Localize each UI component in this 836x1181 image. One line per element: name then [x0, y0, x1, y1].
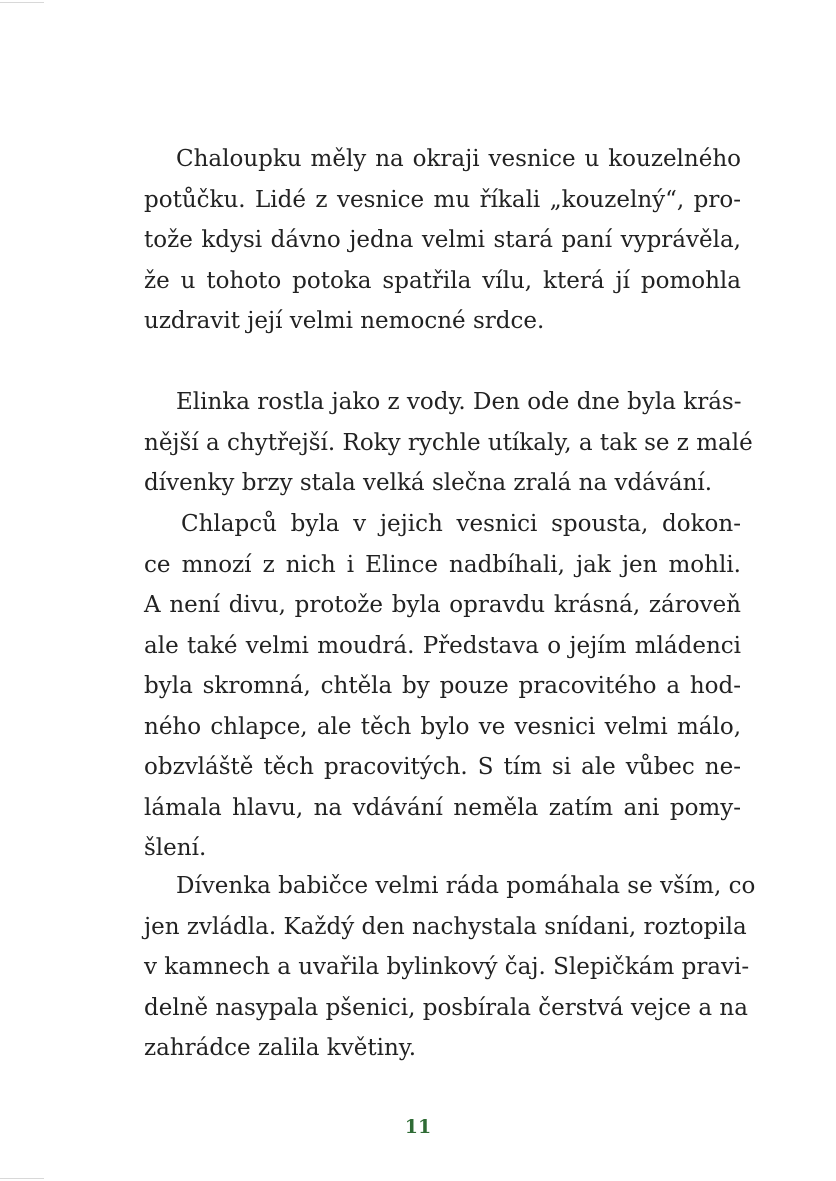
text-line: Chaloupku měly na okraji vesnice u kouzelného — [176, 146, 741, 172]
paragraph-1 — [144, 139, 741, 342]
text-line: Chlapců byla v jejich vesnici spousta, dokon- — [181, 511, 741, 537]
text-line: jen zvládla. Každý den nachystala snídani, roztopila — [144, 913, 747, 940]
text-line: zahrádce zalila květiny. — [144, 1035, 417, 1061]
text-line: A není divu, protože byla opravdu krásná, zároveň — [144, 592, 741, 618]
paragraph-4 — [144, 866, 756, 1069]
text-line: tože kdysi dávno jedna velmi stará paní vyprávěla, — [144, 227, 741, 253]
text-line: obzvláště těch pracovitých. S tím si ale vůbec ne- — [144, 754, 741, 780]
paragraph-2 — [144, 382, 753, 504]
text-line: lámala hlavu, na vdávání neměla zatím ani pomy- — [144, 794, 741, 821]
text-line: nější a chytřejší. Roky rychle utíkaly, a tak se z malé — [144, 429, 753, 456]
text-line: dívenky brzy stala velká slečna zralá na vdávání. — [144, 470, 713, 496]
text-line: ného chlapce, ale těch bylo ve vesnici velmi málo, — [144, 713, 741, 740]
text-line: v kamnech a uvařila bylinkový čaj. Slepičkám pravi- — [144, 954, 750, 980]
text-line: byla skromná, chtěla by pouze pracovitého a hod- — [144, 673, 741, 699]
crop-mark-top — [0, 2, 44, 3]
text-line: Elinka rostla jako z vody. Den ode dne byla krás- — [176, 389, 742, 415]
paragraph-3 — [144, 504, 741, 869]
text-line: šlení. — [144, 835, 207, 861]
text-line: potůčku. Lidé z vesnice mu říkali „kouzelný“, pro- — [144, 186, 741, 213]
text-line: Dívenka babičce velmi ráda pomáhala se vším, co — [176, 873, 756, 899]
crop-mark-bottom — [0, 1178, 44, 1179]
text-line: delně nasypala pšenici, posbírala čerstvá vejce a na — [144, 994, 748, 1021]
text-line: uzdravit její velmi nemocné srdce. — [144, 308, 545, 334]
text-line: ale také velmi moudrá. Představa o jejím mládenci — [144, 632, 741, 659]
text-line: ce mnozí z nich i Elince nadbíhali, jak jen mohli. — [144, 551, 741, 578]
page-number: 11 — [404, 1116, 432, 1138]
text-line: že u tohoto potoka spatřila vílu, která jí pomohla — [144, 267, 741, 294]
